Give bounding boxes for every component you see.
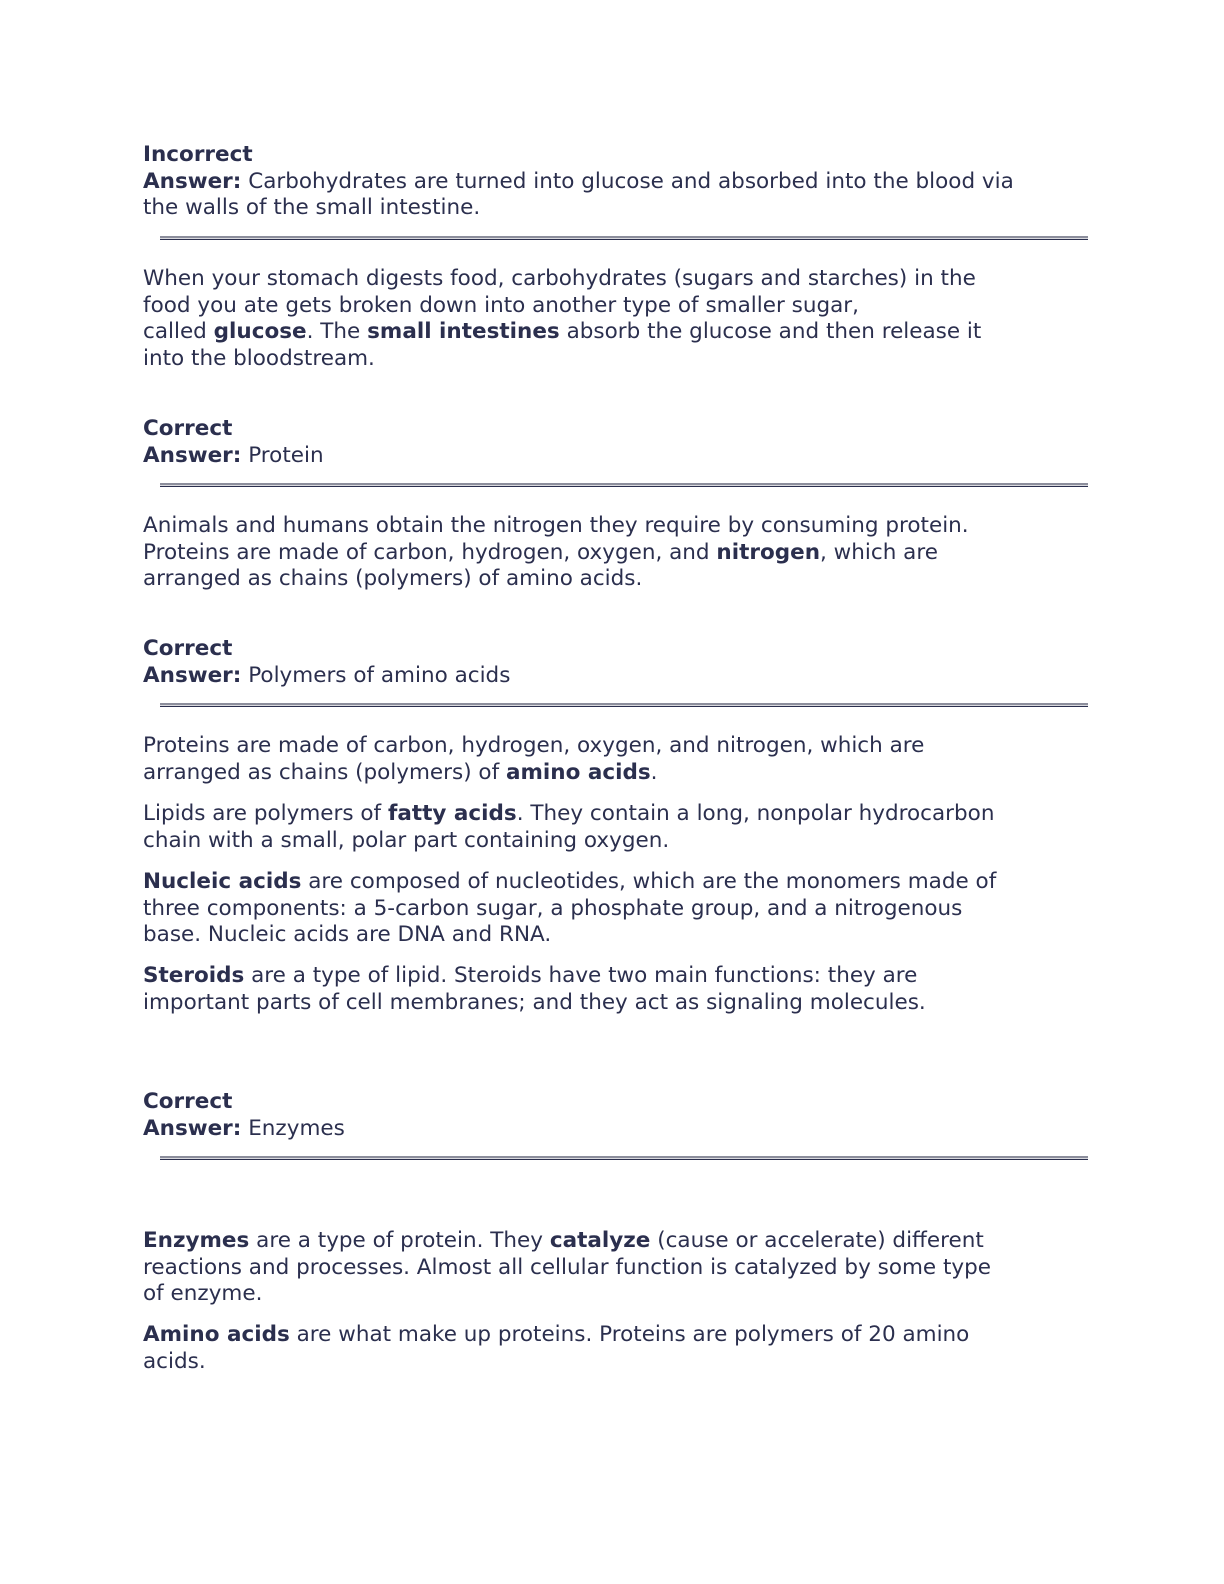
bold-term: catalyze	[549, 1228, 651, 1253]
text-run: , which are	[820, 539, 938, 565]
text-line: base. Nucleic acids are DNA and RNA.	[143, 922, 552, 947]
explanation-block-4	[143, 1228, 1073, 1308]
text-line	[143, 1322, 1073, 1349]
bold-term: glucose	[213, 319, 307, 344]
text-line: of enzyme.	[143, 1281, 263, 1306]
bold-term: Amino acids	[143, 1322, 290, 1347]
text-run: are composed of nucleotides, which are the monomers made of	[301, 869, 997, 894]
answer-line	[143, 1116, 1073, 1143]
text-line: reactions and processes. Almost all cellular function is catalyzed by some type	[143, 1254, 992, 1280]
answer-status: Correct	[143, 636, 233, 661]
answer-block-3	[143, 636, 1073, 689]
text-line	[143, 540, 1073, 567]
text-run: . The	[306, 319, 368, 344]
answer-text: Polymers of amino acids	[241, 662, 511, 688]
answer-line	[143, 169, 1073, 196]
text-run: Lipids are polymers of	[143, 801, 388, 826]
answer-status: Incorrect	[143, 142, 253, 167]
text-line: arranged as chains (polymers) of amino acids.	[143, 566, 643, 591]
bold-term: fatty acids	[387, 801, 517, 826]
answer-block-1	[143, 142, 1073, 222]
explanation-paragraph	[143, 963, 1073, 1016]
text-run: arranged as chains (polymers) of	[143, 759, 506, 785]
bold-term: amino acids	[505, 759, 651, 785]
explanation-paragraph	[143, 801, 1073, 854]
text-run: are a type of protein. They	[249, 1228, 550, 1253]
explanation-block-1	[143, 266, 1073, 372]
text-line	[143, 760, 1073, 787]
horizontal-divider	[160, 483, 1088, 487]
answer-label: Answer:	[143, 168, 242, 194]
horizontal-divider	[160, 236, 1088, 240]
text-run: .	[650, 759, 658, 785]
explanation-paragraph	[143, 869, 1073, 949]
text-run: called	[143, 319, 214, 344]
explanation-paragraph	[143, 513, 1073, 593]
answer-label: Answer:	[143, 1115, 242, 1141]
text-line	[143, 801, 1073, 828]
explanation-block-4-amino	[143, 1322, 1073, 1375]
text-line	[143, 963, 1073, 990]
answer-block-2	[143, 416, 1073, 469]
bold-term: Steroids	[143, 963, 245, 988]
text-run: Proteins are made of carbon, hydrogen, oxygen, and	[143, 539, 717, 565]
explanation-paragraph	[143, 1322, 1073, 1375]
answer-text: Protein	[241, 442, 324, 468]
answer-label: Answer:	[143, 442, 242, 468]
answer-text: Enzymes	[241, 1115, 345, 1141]
answer-label: Answer:	[143, 662, 242, 688]
answer-status: Correct	[143, 416, 233, 441]
bold-term: nitrogen	[716, 539, 821, 565]
text-line: Animals and humans obtain the nitrogen they require by consuming protein.	[143, 513, 969, 538]
text-line: into the bloodstream.	[143, 345, 375, 371]
text-line: food you ate gets broken down into another type of smaller sugar,	[143, 292, 859, 318]
text-run: are a type of lipid. Steroids have two main functions: they are	[244, 963, 918, 988]
text-line: important parts of cell membranes; and they act as signaling molecules.	[143, 989, 926, 1015]
answer-text-continued: the walls of the small intestine.	[143, 195, 481, 220]
text-line	[143, 319, 1073, 346]
explanation-paragraph	[143, 266, 1073, 372]
answer-line	[143, 663, 1073, 690]
explanation-block-3-lipids	[143, 801, 1073, 854]
explanation-paragraph	[143, 733, 1073, 786]
text-run: are what make up proteins. Proteins are polymers of 20 amino	[289, 1322, 970, 1347]
bold-term: Nucleic acids	[143, 869, 302, 894]
text-run: absorb the glucose and then release it	[559, 319, 982, 344]
answer-text: Carbohydrates are turned into glucose and absorbed into the blood via	[241, 168, 1014, 194]
answer-status: Correct	[143, 1089, 233, 1114]
explanation-paragraph	[143, 1228, 1073, 1308]
text-line: When your stomach digests food, carbohydrates (sugars and starches) in the	[143, 266, 976, 291]
explanation-block-3-nucleic	[143, 869, 1073, 949]
text-run: (cause or accelerate) different	[650, 1228, 984, 1253]
text-line: acids.	[143, 1348, 206, 1374]
bold-term: small intestines	[367, 319, 560, 344]
text-line	[143, 1228, 1073, 1255]
horizontal-divider	[160, 703, 1088, 707]
bold-term: Enzymes	[143, 1228, 250, 1253]
text-line	[143, 869, 1073, 896]
text-line: Proteins are made of carbon, hydrogen, oxygen, and nitrogen, which are	[143, 733, 925, 758]
horizontal-divider	[160, 1156, 1088, 1160]
answer-block-4	[143, 1089, 1073, 1142]
text-run: . They contain a long, nonpolar hydrocarbon	[516, 801, 995, 826]
answer-line	[143, 443, 1073, 470]
explanation-block-3-steroids	[143, 963, 1073, 1016]
explanation-block-3	[143, 733, 1073, 786]
text-line: chain with a small, polar part containing oxygen.	[143, 827, 670, 853]
explanation-block-2	[143, 513, 1073, 593]
text-line: three components: a 5-carbon sugar, a phosphate group, and a nitrogenous	[143, 895, 963, 921]
